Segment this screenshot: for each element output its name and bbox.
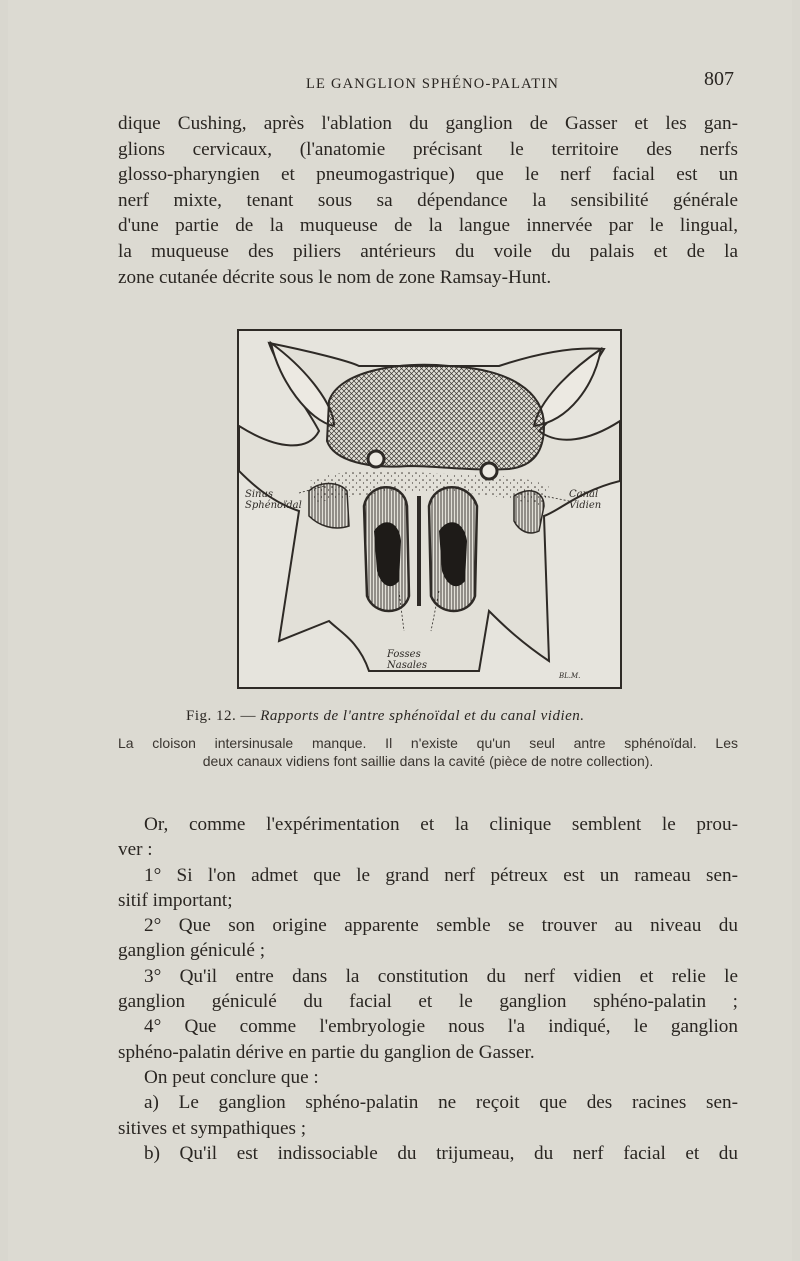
text-line: 1° Si l'on admet que le grand nerf pétreux est un rameau sen- [144, 864, 738, 886]
vidian-canal-left [368, 451, 384, 467]
text-line: b) Qu'il est indissociable du trijumeau, du nerf facial et du [144, 1142, 738, 1164]
label-sinus: Sinus Sphénoïdal [245, 489, 302, 511]
anatomical-figure [237, 329, 622, 689]
text-line: On peut conclure que : [144, 1066, 319, 1088]
caption-line: La cloison intersinusale manque. Il n'existe qu'un seul antre sphénoïdal. Les [118, 735, 738, 751]
text-line: nerf mixte, tenant sous sa dépendance la sensibilité générale [118, 189, 738, 211]
text-line: la muqueuse des piliers antérieurs du voile du palais et de la [118, 240, 738, 262]
text-line: ganglion géniculé du facial et le ganglion sphéno-palatin ; [118, 991, 738, 1013]
text-line: a) Le ganglion sphéno-palatin ne reçoit que des racines sen- [144, 1092, 738, 1114]
label-canal-vidien: Canal Vidien [569, 489, 602, 511]
text-line: ver : [118, 839, 153, 861]
illustrator-signature: BL.M. [559, 672, 581, 680]
figure-caption-title: Fig. 12. — Rapports de l'antre sphénoïdal et du canal vidien. [186, 708, 585, 724]
text-line: glosso-pharyngien et pneumogastrique) que le nerf facial est un [118, 164, 738, 186]
text-line: ganglion géniculé ; [118, 940, 266, 962]
text-line: sitives et sympathiques ; [118, 1117, 307, 1139]
text-line: Or, comme l'expérimentation et la clinique semblent le prou- [144, 814, 738, 835]
text-line: zone cutanée décrite sous le nom de zone Ramsay-Hunt. [118, 266, 552, 288]
paragraph-2 [118, 812, 738, 1166]
figure-label: Fig. 12. [186, 708, 237, 724]
text-line: 4° Que comme l'embryologie nous l'a indiqué, le ganglion [144, 1016, 738, 1038]
sphenoid-sinus-cavity [327, 365, 544, 470]
text-line: sitif important; [118, 889, 233, 911]
paragraph-1 [118, 111, 738, 290]
running-title: LE GANGLION SPHÉNO-PALATIN [306, 76, 559, 92]
text-line: sphéno-palatin dérive en partie du ganglion de Gasser. [118, 1041, 535, 1063]
text-line: 2° Que son origine apparente semble se trouver au niveau du [144, 915, 738, 937]
text-line: d'une partie de la muqueuse de la langue innervée par le lingual, [118, 215, 738, 237]
label-fosses-nasales: Fosses Nasales [387, 649, 428, 671]
page-number: 807 [704, 68, 734, 90]
text-line: 3° Qu'il entre dans la constitution du nerf vidien et relie le [144, 965, 738, 987]
text-line: dique Cushing, après l'ablation du ganglion de Gasser et les gan- [118, 113, 738, 134]
text-line: glions cervicaux, (l'anatomie précisant le territoire des nerfs [118, 138, 738, 160]
figure-caption-body [118, 734, 738, 770]
caption-line: deux canaux vidiens font saillie dans la cavité (pièce de notre collection). [202, 753, 654, 769]
vidian-canal-right [481, 463, 497, 479]
figure-title: Rapports de l'antre sphénoïdal et du canal vidien. [260, 708, 585, 724]
